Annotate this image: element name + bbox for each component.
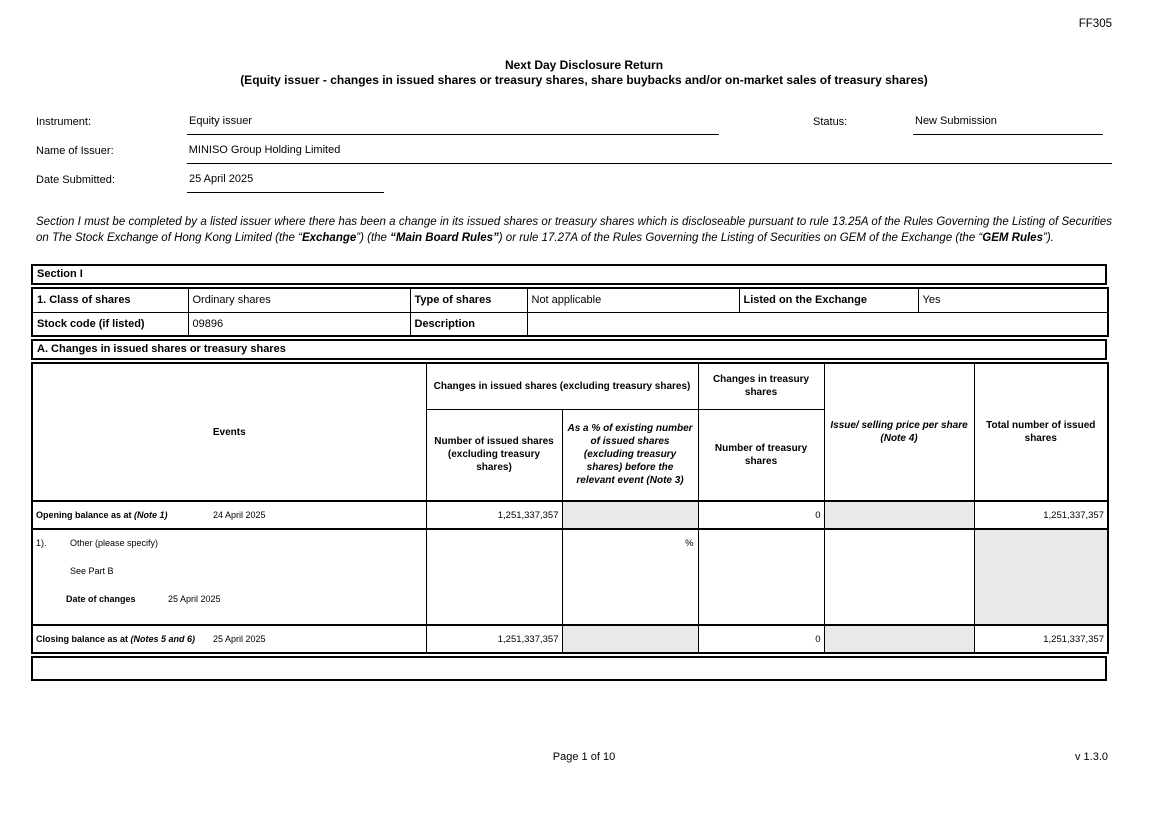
treasury-shares-group-header: Changes in treasury shares: [698, 363, 824, 409]
form-code: FF305: [1078, 18, 1112, 30]
issuer-row: [36, 144, 1112, 164]
section1-heading: Section I: [31, 264, 1107, 285]
issued-percentage-header: As a % of existing number of issued shares (excluding treasury shares) before the relevant event (Note 3): [562, 409, 698, 501]
instrument-value: Equity issuer: [187, 115, 719, 135]
event1-date: 25 April 2025: [168, 594, 221, 604]
table-header-group-row: [32, 363, 1108, 409]
stock-code-value: 09896: [188, 312, 410, 336]
closing-total-number: 1,251,337,357: [974, 625, 1108, 653]
form-fields: [36, 115, 1112, 193]
empty-footer-row: [31, 656, 1107, 681]
opening-balance-event-cell: [32, 501, 426, 529]
date-submitted-row: [36, 173, 1112, 193]
listed-on-exchange-label: Listed on the Exchange: [739, 288, 918, 312]
opening-total-number: 1,251,337,357: [974, 501, 1108, 529]
event1-index: 1).: [36, 538, 47, 548]
class-of-shares-label: 1. Class of shares: [32, 288, 188, 312]
issued-number-header: Number of issued shares (excluding treasury shares): [426, 409, 562, 501]
intro-paragraph: Section I must be completed by a listed issuer where there has been a change in its issued shares or treasury shares which is discloseable pursuant to rule 13.25A of the Rules Governing the Listing of Securities on The Stock Exchange of Hong Kong Limited (the “Exchange”) (the “Main Board Rules”) or rule 17.27A of the Rules Governing the Listing of Securities on GEM of the Exchange (the “GEM Rules”).: [36, 216, 1112, 244]
page-title: Next Day Disclosure Return: [504, 58, 664, 72]
closing-balance-event-cell: [32, 625, 426, 653]
share-class-table: [31, 287, 1109, 337]
event1-price-cell: [824, 529, 974, 625]
event1-date-label: Date of changes: [66, 594, 136, 604]
closing-balance-label: Closing balance as at (Notes 5 and 6): [36, 633, 196, 644]
event1-detail: See Part B: [70, 566, 114, 576]
title-block: [0, 0, 1168, 88]
class-of-shares-value: Ordinary shares: [188, 288, 410, 312]
issued-shares-group-header: Changes in issued shares (excluding treasury shares): [426, 363, 698, 409]
type-of-shares-value: Not applicable: [527, 288, 739, 312]
event1-name-line: [36, 538, 423, 548]
type-of-shares-label: Type of shares: [410, 288, 527, 312]
event1-row: [32, 529, 1108, 625]
description-label: Description: [410, 312, 527, 336]
event1-issued-number-cell: [426, 529, 562, 625]
event1-total-cell-shaded: [974, 529, 1108, 625]
closing-treasury-number: 0: [698, 625, 824, 653]
opening-price-cell-shaded: [824, 501, 974, 529]
event1-cell: [32, 529, 426, 625]
page-number: Page 1 of 10: [552, 751, 616, 763]
version-label: v 1.3.0: [1074, 751, 1108, 763]
status-label: Status:: [813, 116, 848, 128]
opening-issued-number: 1,251,337,357: [426, 501, 562, 529]
opening-balance-label: Opening balance as at (Note 1): [36, 509, 168, 520]
closing-balance-row: [32, 625, 1108, 653]
date-submitted-label: Date Submitted:: [36, 174, 115, 186]
changes-table: [31, 362, 1109, 654]
event1-treasury-number-cell: [698, 529, 824, 625]
section1-block: [31, 264, 1107, 681]
date-submitted-value: 25 April 2025: [187, 173, 384, 193]
part-a-heading: A. Changes in issued shares or treasury shares: [31, 339, 1107, 360]
instrument-row: [36, 115, 1112, 135]
closing-balance-date: 25 April 2025: [213, 633, 266, 644]
page-footer: [0, 751, 1168, 763]
description-value: [527, 312, 1108, 336]
opening-balance-row: [32, 501, 1108, 529]
treasury-number-header: Number of treasury shares: [698, 409, 824, 501]
opening-balance-date: 24 April 2025: [213, 509, 266, 520]
instrument-label: Instrument:: [36, 116, 92, 128]
events-header: Events: [32, 363, 426, 501]
class-of-shares-row: [32, 288, 1108, 312]
opening-percentage-cell-shaded: [562, 501, 698, 529]
issuer-value: MINISO Group Holding Limited: [187, 144, 1112, 164]
empty-cell: [32, 657, 1106, 680]
price-per-share-header: Issue/ selling price per share (Note 4): [824, 363, 974, 501]
total-issued-shares-header: Total number of issued shares: [974, 363, 1108, 501]
event1-date-line: [66, 594, 423, 604]
stock-code-label: Stock code (if listed): [32, 312, 188, 336]
event1-name: Other (please specify): [70, 538, 159, 548]
page-subtitle: (Equity issuer - changes in issued shares or treasury shares, share buybacks and/or on-market sales of treasury shares): [240, 73, 928, 87]
closing-percentage-cell-shaded: [562, 625, 698, 653]
opening-treasury-number: 0: [698, 501, 824, 529]
closing-price-cell-shaded: [824, 625, 974, 653]
closing-issued-number: 1,251,337,357: [426, 625, 562, 653]
issuer-label: Name of Issuer:: [36, 145, 114, 157]
listed-on-exchange-value: Yes: [918, 288, 1108, 312]
status-value: New Submission: [913, 115, 1103, 135]
event1-percentage-cell: %: [562, 529, 698, 625]
stock-code-row: [32, 312, 1108, 336]
